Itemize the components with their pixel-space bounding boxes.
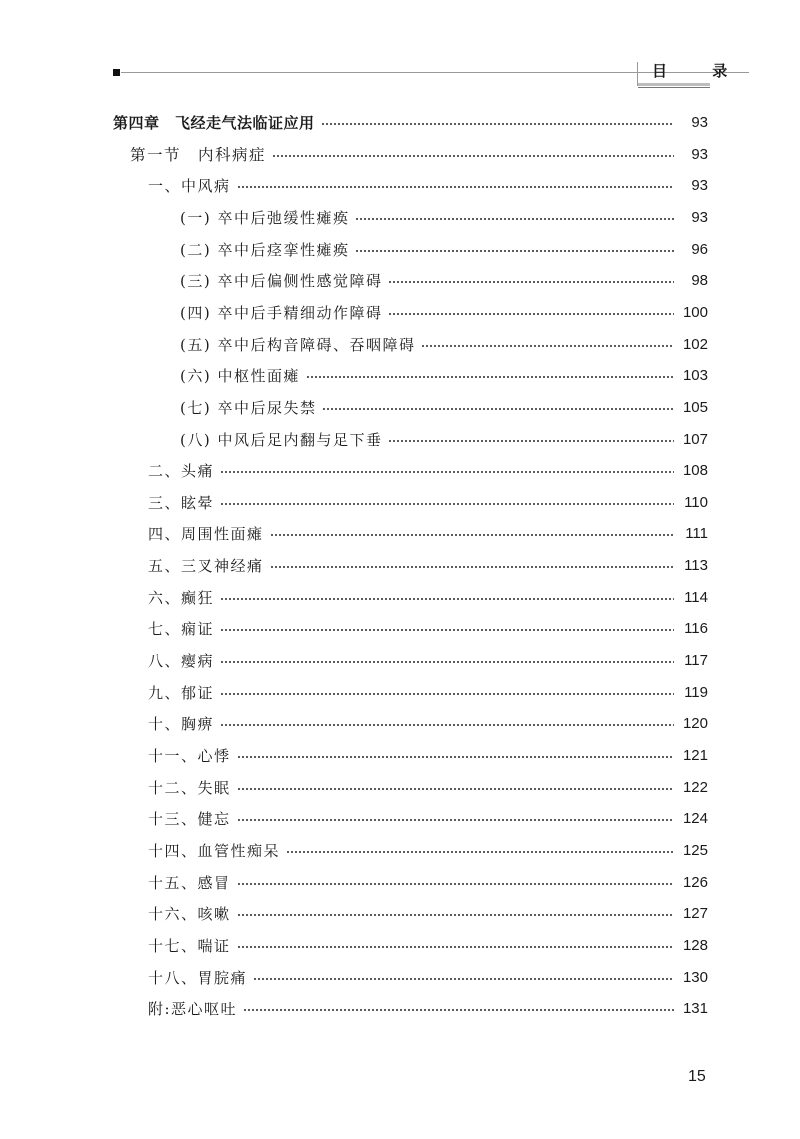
toc-page-number: 98	[691, 271, 708, 289]
toc-leader-dots	[270, 566, 674, 568]
toc-item-row[interactable]	[148, 996, 708, 1020]
toc-page-number: 93	[691, 176, 708, 194]
toc-page-number: 100	[682, 303, 708, 321]
toc-entry-label: (八) 中风后足内翻与足下垂	[180, 430, 383, 449]
toc-leader-dots	[355, 250, 674, 252]
toc-leader-dots	[220, 598, 674, 600]
toc-leader-dots	[220, 471, 674, 473]
toc-page-number: 107	[682, 430, 708, 448]
toc-page-number: 128	[682, 936, 708, 954]
toc-entry-label: 十六、咳嗽	[148, 904, 231, 923]
toc-leader-dots	[220, 629, 674, 631]
toc-section-row[interactable]	[130, 142, 708, 166]
toc-page-number: 121	[682, 746, 708, 764]
toc-item-row[interactable]	[148, 648, 708, 672]
toc-subitem-row[interactable]	[180, 300, 708, 324]
toc-item-row[interactable]	[148, 458, 708, 482]
toc-page-number: 93	[691, 208, 708, 226]
toc-leader-dots	[355, 218, 674, 220]
toc-entry-label: (三) 卒中后偏侧性感觉障碍	[180, 271, 383, 290]
toc-entry-label: (七) 卒中后尿失禁	[180, 398, 317, 417]
toc-entry-label: 十四、血管性痴呆	[148, 841, 281, 860]
toc-leader-dots	[322, 408, 674, 410]
toc-entry-label: 九、郁证	[148, 683, 215, 702]
toc-leader-dots	[220, 661, 674, 663]
toc-entry-label: (六) 中枢性面瘫	[180, 366, 300, 385]
toc-page-number: 131	[682, 999, 708, 1017]
toc-leader-dots	[421, 345, 674, 347]
toc-page-number: 117	[684, 651, 708, 669]
toc-leader-dots	[272, 155, 674, 157]
toc-item-row[interactable]	[148, 965, 708, 989]
toc-page-number: 105	[682, 398, 708, 416]
toc-leader-dots	[286, 851, 674, 853]
toc-item-row[interactable]	[148, 490, 708, 514]
toc-page-number: 93	[691, 113, 708, 131]
toc-entry-label: 十三、健忘	[148, 809, 231, 828]
toc-page-number: 127	[682, 904, 708, 922]
toc-page-number: 116	[684, 619, 708, 637]
toc-entry-label: 第一节 内科病症	[130, 146, 267, 164]
toc-entry-label: 十一、心悸	[148, 746, 231, 765]
toc-subitem-row[interactable]	[180, 363, 708, 387]
toc-item-row[interactable]	[148, 173, 708, 197]
toc-page-number: 126	[682, 873, 708, 891]
toc-leader-dots	[243, 1009, 674, 1011]
toc-entry-label: 十二、失眠	[148, 778, 231, 797]
toc-entry-label: (四) 卒中后手精细动作障碍	[180, 303, 383, 322]
header-tab-underline	[638, 87, 710, 88]
toc-leader-dots	[237, 186, 674, 188]
header-tab	[637, 62, 748, 86]
toc-item-row[interactable]	[148, 806, 708, 830]
toc-entry-label: (五) 卒中后构音障碍、吞咽障碍	[180, 335, 416, 354]
toc-entry-label: 十七、喘证	[148, 936, 231, 955]
toc-leader-dots	[220, 724, 674, 726]
toc-entry-label: (二) 卒中后痉挛性瘫痪	[180, 240, 350, 259]
toc-entry-label: 十五、感冒	[148, 873, 231, 892]
toc-page-number: 108	[682, 461, 708, 479]
toc-leader-dots	[237, 883, 674, 885]
toc-entry-label: 六、癫狂	[148, 588, 215, 607]
toc-entry-label: 第四章 飞经走气法临证应用	[113, 113, 315, 132]
toc-item-row[interactable]	[148, 585, 708, 609]
page-number: 15	[688, 1068, 706, 1085]
toc-leader-dots	[306, 376, 674, 378]
toc-entry-label: 二、头痛	[148, 461, 215, 480]
toc-leader-dots	[321, 123, 674, 125]
toc-page-number: 130	[682, 968, 708, 986]
toc-item-row[interactable]	[148, 711, 708, 735]
toc-subitem-row[interactable]	[180, 427, 708, 451]
toc-item-row[interactable]	[148, 680, 708, 704]
header-title: 目 录	[652, 62, 748, 80]
toc-page-number: 122	[682, 778, 708, 796]
toc-chapter-row[interactable]	[113, 110, 708, 134]
header-tab-bar	[638, 83, 710, 86]
toc-page-number: 110	[684, 493, 708, 511]
toc-subitem-row[interactable]	[180, 395, 708, 419]
toc-entry-label: 七、痫证	[148, 619, 215, 638]
toc-item-row[interactable]	[148, 521, 708, 545]
toc-page-number: 119	[684, 683, 708, 701]
toc-leader-dots	[237, 914, 674, 916]
toc-item-row[interactable]	[148, 775, 708, 799]
toc-page-number: 125	[682, 841, 708, 859]
toc-leader-dots	[237, 946, 674, 948]
toc-entry-label: 四、周围性面瘫	[148, 524, 264, 543]
toc-leader-dots	[220, 693, 674, 695]
toc-item-row[interactable]	[148, 838, 708, 862]
toc-leader-dots	[388, 281, 674, 283]
toc-item-row[interactable]	[148, 743, 708, 767]
toc-item-row[interactable]	[148, 870, 708, 894]
toc-page-number: 113	[684, 556, 708, 574]
toc-leader-dots	[220, 503, 674, 505]
toc-item-row[interactable]	[148, 933, 708, 957]
toc-page-number: 114	[684, 588, 708, 606]
toc-page-number: 103	[682, 366, 708, 384]
toc-subitem-row[interactable]	[180, 332, 708, 356]
toc-leader-dots	[237, 819, 674, 821]
toc-page-number: 93	[691, 145, 708, 163]
running-header	[113, 60, 748, 90]
toc-subitem-row[interactable]	[180, 205, 708, 229]
header-square-mark	[113, 69, 120, 76]
toc-page-number: 124	[682, 809, 708, 827]
toc-leader-dots	[388, 313, 674, 315]
toc-item-row[interactable]	[148, 553, 708, 577]
toc-page-number: 96	[691, 240, 708, 258]
toc-leader-dots	[388, 440, 674, 442]
toc-subitem-row[interactable]	[180, 237, 708, 261]
toc-entry-label: 附:恶心呕吐	[148, 999, 238, 1018]
toc-entry-label: 十、胸痹	[148, 714, 215, 733]
toc-leader-dots	[237, 788, 674, 790]
toc-item-row[interactable]	[148, 616, 708, 640]
toc-page-number: 111	[685, 524, 708, 542]
toc-entry-label: 十八、胃脘痛	[148, 968, 248, 987]
toc-item-row[interactable]	[148, 901, 708, 925]
toc-leader-dots	[270, 534, 674, 536]
toc-leader-dots	[253, 978, 674, 980]
toc-entry-label: 五、三叉神经痛	[148, 556, 264, 575]
toc-page-number: 120	[682, 714, 708, 732]
toc-entry-label: 三、眩晕	[148, 493, 215, 512]
toc-subitem-row[interactable]	[180, 268, 708, 292]
toc-entry-label: 一、中风病	[148, 176, 231, 195]
toc-leader-dots	[237, 756, 674, 758]
toc-entry-label: (一) 卒中后弛缓性瘫痪	[180, 208, 350, 227]
toc-page-number: 102	[682, 335, 708, 353]
toc-entry-label: 八、瘿病	[148, 651, 215, 670]
